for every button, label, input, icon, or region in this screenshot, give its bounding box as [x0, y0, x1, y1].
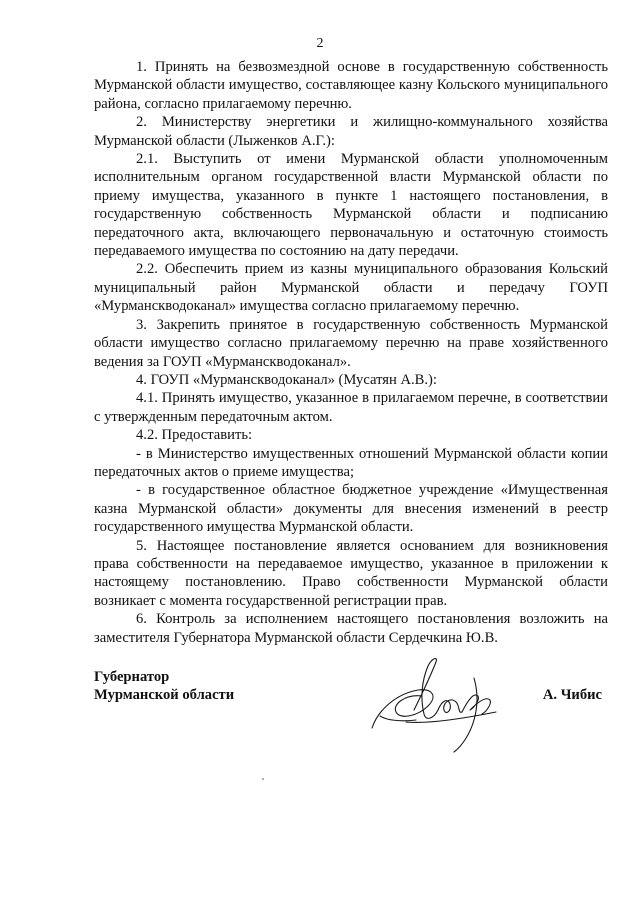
signer-title-line-2: Мурманской области — [94, 687, 235, 704]
paragraph-6: 6. Контроль за исполнением настоящего постановления возложить на заместителя Губернатора Мурманской области Сердечкина Ю.В. — [94, 611, 608, 646]
scan-speck — [262, 778, 264, 780]
paragraph-2: 2. Министерству энергетики и жилищно-коммунального хозяйства Мурманской области (Лыженков А.Г.): — [94, 114, 608, 149]
paragraph-2-1: 2.1. Выступить от имени Мурманской области уполномоченным исполнительным органом государственной власти Мурманской области по приему имущества, указанного в пункте 1 настоящего постановления, в государственную собственность Мурманской области и подписанию передаточного акта, включающего первоначальную и остаточную стоимость передаваемого имущества по состоянию на дату передачи. — [94, 151, 608, 260]
signer-name: А. Чибис — [542, 687, 602, 703]
page-number: 2 — [316, 36, 324, 51]
signer-title-line-1: Губернатор — [94, 669, 170, 685]
paragraph-3: 3. Закрепить принятое в государственную собственность Мурманской области имущество согласно прилагаемому перечню на праве хозяйственного ведения за ГОУП «Мурманскводоканал». — [94, 316, 608, 370]
signature-block — [94, 662, 608, 772]
paragraph-4: 4. ГОУП «Мурманскводоканал» (Мусатян А.В.): — [136, 371, 437, 388]
document-body — [94, 58, 608, 647]
paragraph-5: 5. Настоящее постановление является основанием для возникновения права собственности на передаваемое имущество, указанное в приложении к настоящему постановлению. Право собственности Мурманской области возникает с момента государственной регистрации прав. — [94, 537, 608, 609]
paragraph-4-2-item-1: - в Министерство имущественных отношений Мурманской области копии передаточных актов о приеме имущества; — [94, 445, 608, 480]
paragraph-4-2-item-2: - в государственное областное бюджетное учреждение «Имущественная казна Мурманской области» документы для внесения изменений в реестр государственного имущества Мурманской области. — [94, 482, 608, 536]
paragraph-2-2: 2.2. Обеспечить прием из казны муниципального образования Кольский муниципальный район Мурманской области и передачу ГОУП «Мурманскводоканал» имущества согласно прилагаемому перечню. — [94, 261, 608, 315]
paragraph-1: 1. Принять на безвозмездной основе в государственную собственность Мурманской области имущество, составляющее казну Кольского муниципального района, согласно прилагаемому перечню. — [94, 59, 608, 112]
paragraph-4-1: 4.1. Принять имущество, указанное в прилагаемом перечне, в соответствии с утвержденным передаточным актом. — [94, 390, 608, 425]
signer-title — [94, 668, 234, 705]
paragraph-4-2: 4.2. Предоставить: — [136, 427, 253, 444]
handwritten-signature — [366, 650, 506, 755]
